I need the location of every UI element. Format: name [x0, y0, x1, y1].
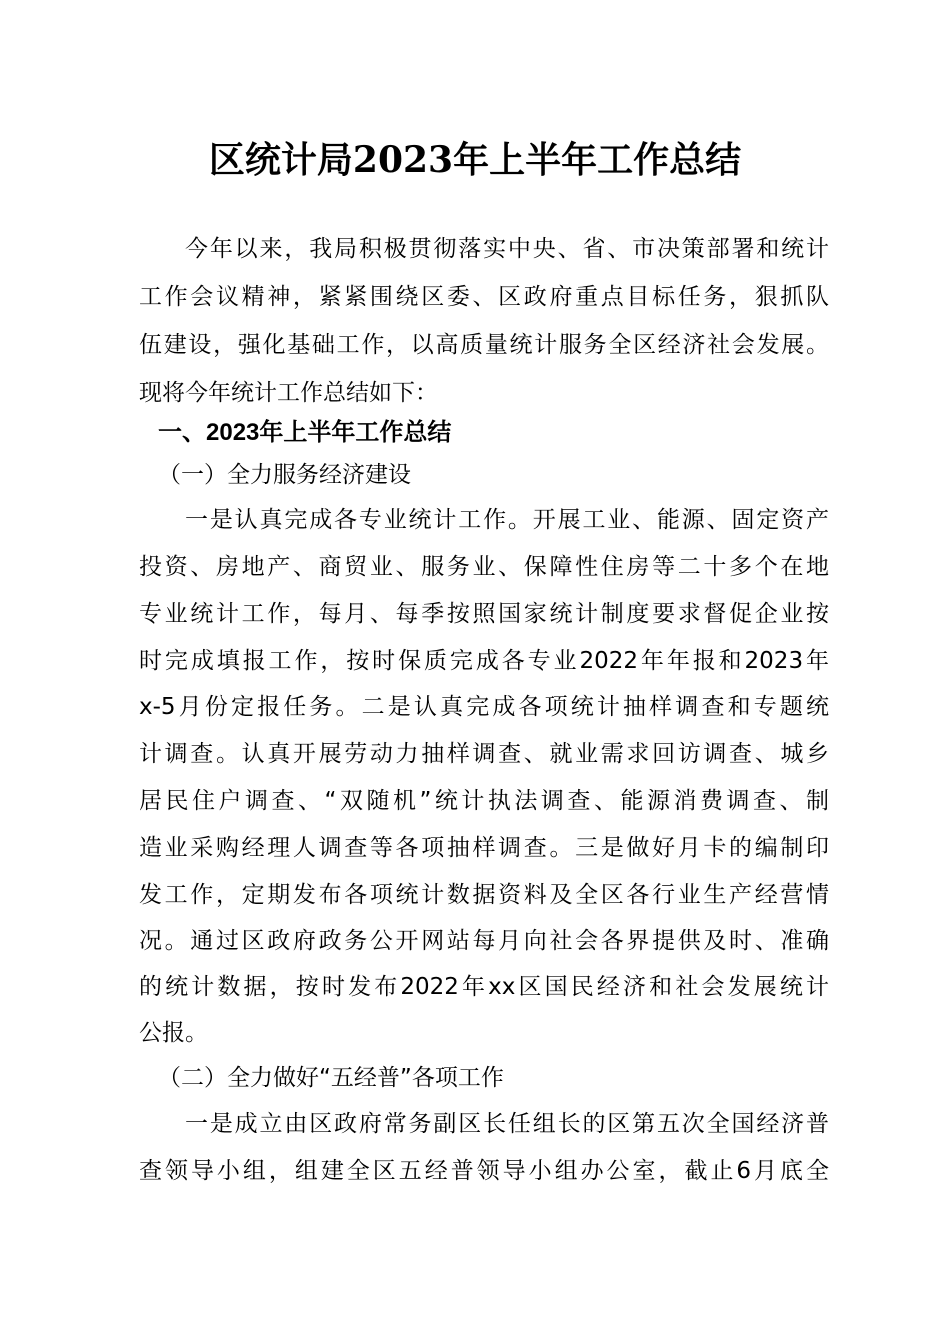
paragraph-line: 发工作，定期发布各项统计数据资料及全区各行业生产经营情 — [139, 882, 829, 908]
paragraph-line: 工作会议精神，紧紧围绕区委、区政府重点目标任务，狠抓队 — [139, 284, 829, 310]
paragraph-line: 伍建设，强化基础工作，以高质量统计服务全区经济社会发展。 — [139, 332, 829, 358]
paragraph-line: 公报。 — [139, 1020, 208, 1046]
paragraph-line: 现将今年统计工作总结如下： — [139, 380, 438, 406]
subsection-heading: （二）全力做好“五经普”各项工作 — [158, 1065, 504, 1091]
section-heading: 一、2023年上半年工作总结 — [158, 419, 452, 446]
paragraph-line: 专业统计工作，每月、每季按照国家统计制度要求督促企业按 — [139, 601, 829, 627]
paragraph-line: 造业采购经理人调查等各项抽样调查。三是做好月卡的编制印 — [139, 835, 829, 861]
paragraph-line: 时完成填报工作，按时保质完成各专业2022年年报和2023年 — [139, 648, 829, 674]
paragraph-line: 今年以来，我局积极贯彻落实中央、省、市决策部署和统计 — [185, 236, 829, 262]
paragraph-line: 计调查。认真开展劳动力抽样调查、就业需求回访调查、城乡 — [139, 741, 829, 767]
paragraph-line: 查领导小组，组建全区五经普领导小组办公室，截止6月底全 — [139, 1158, 829, 1184]
subsection-heading: （一）全力服务经济建设 — [158, 462, 411, 488]
paragraph-line: 一是成立由区政府常务副区长任组长的区第五次全国经济普 — [185, 1111, 829, 1137]
paragraph-line: 居民住户调查、“双随机”统计执法调查、能源消费调查、制 — [139, 788, 829, 814]
paragraph-line: 投资、房地产、商贸业、服务业、保障性住房等二十多个在地 — [139, 554, 829, 580]
document-title: 区统计局2023年上半年工作总结 — [208, 139, 742, 181]
paragraph-line: 一是认真完成各专业统计工作。开展工业、能源、固定资产 — [185, 507, 829, 533]
paragraph-line: 的统计数据，按时发布2022年xx区国民经济和社会发展统计 — [139, 974, 829, 1000]
paragraph-line: 况。通过区政府政务公开网站每月向社会各界提供及时、准确 — [139, 928, 829, 954]
paragraph-line: x-5月份定报任务。二是认真完成各项统计抽样调查和专题统 — [139, 694, 829, 720]
